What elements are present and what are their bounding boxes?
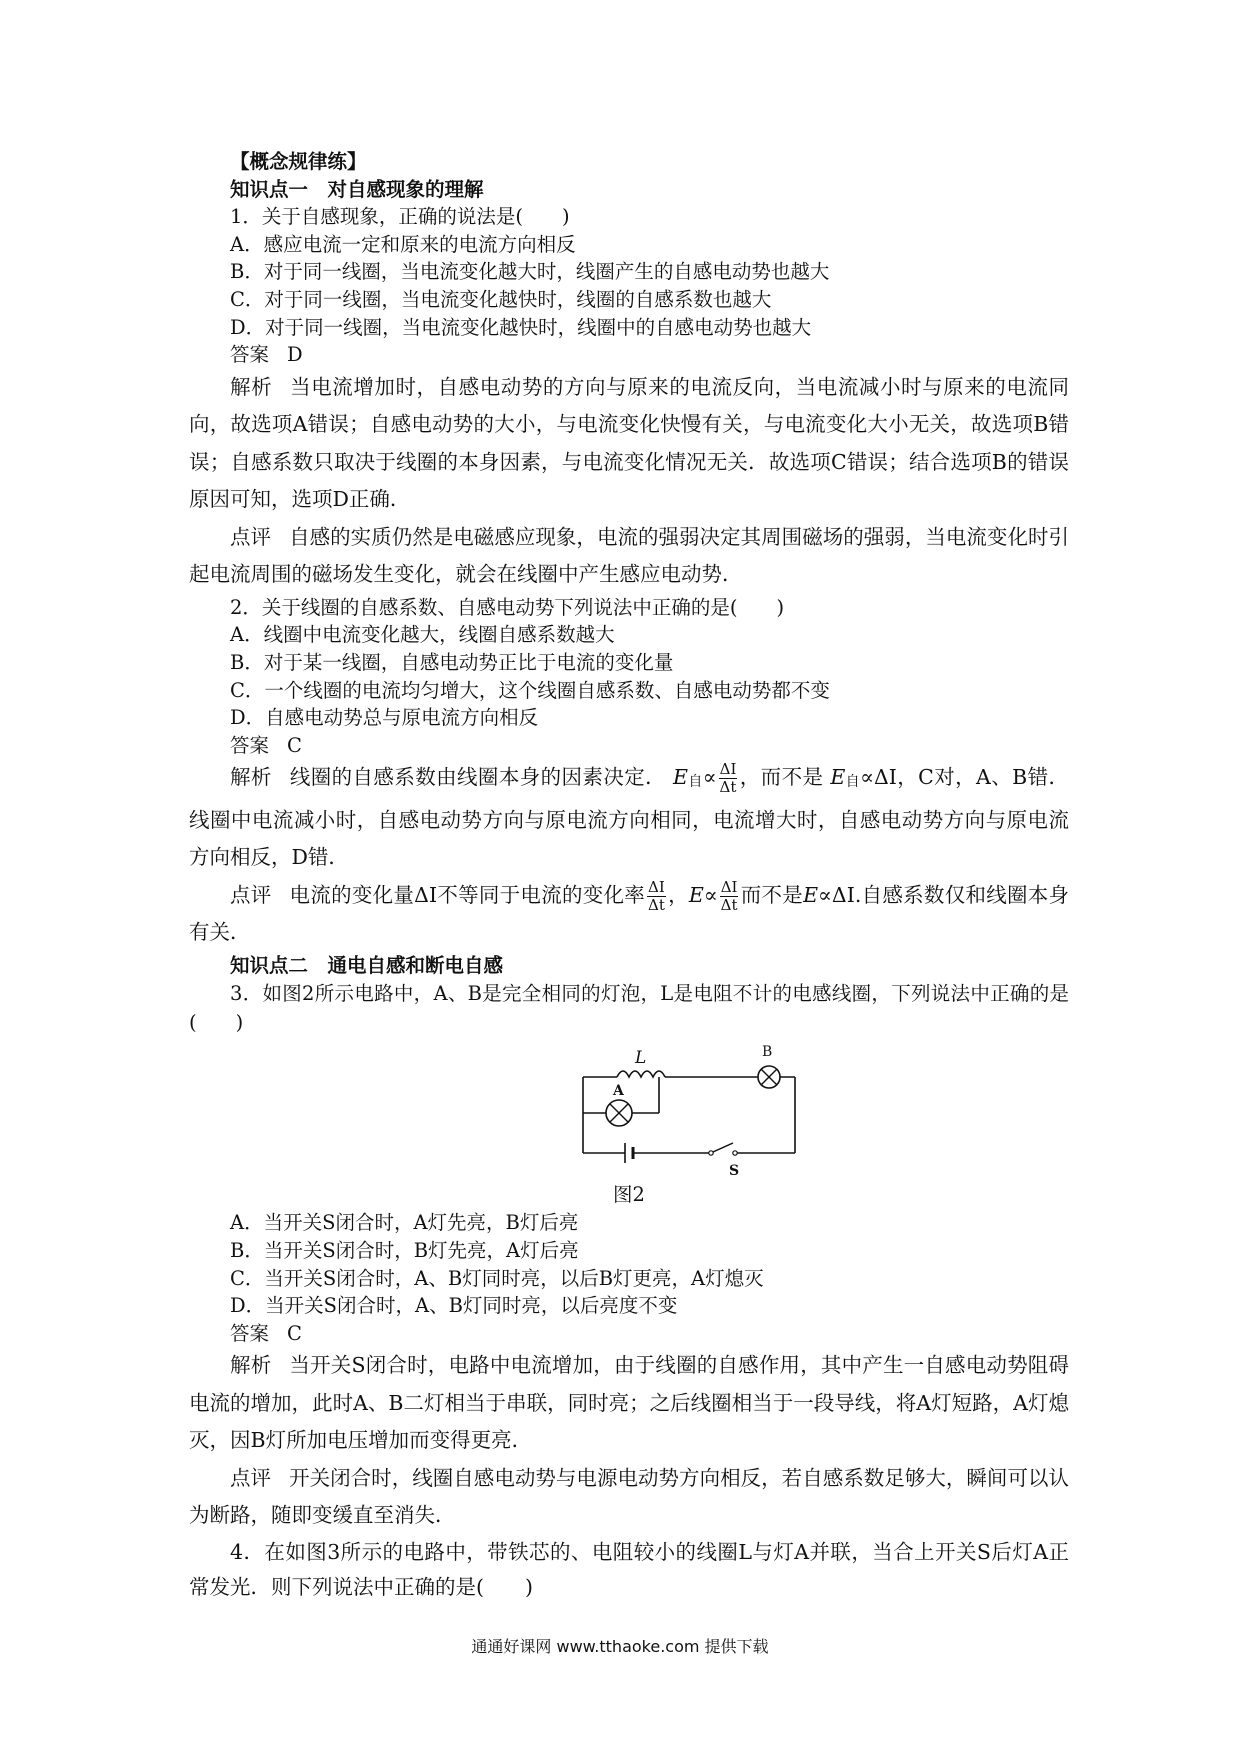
q3-option-b: B．当开关S闭合时，B灯先亮，A灯后亮 (230, 1239, 579, 1262)
math-sub-zi: 自 (687, 774, 703, 791)
inductor-coil-icon (617, 1071, 665, 1077)
math-di: ΔI (831, 882, 855, 907)
analysis-text-a: 线圈的自感系数由线圈本身的因素决定． (289, 765, 667, 790)
q1-option-b: B．对于同一线圈，当电流变化越大时，线圈产生的自感电动势也越大 (230, 260, 830, 284)
fraction-di-dt (647, 879, 666, 914)
q3-stem (189, 979, 1069, 1037)
kp2-title: 知识点二 通电自感和断电自感 (230, 953, 504, 977)
analysis-label: 解析 (230, 1353, 272, 1378)
math-e: E (830, 765, 846, 790)
battery-icon (625, 1143, 633, 1163)
analysis-text: 当开关S闭合时，电路中电流增加，由于线圈的自感作用，其中产生一自感电动势阻碍电流的增加，此时A、B二灯相当于串联，同时亮；之后线圈相当于一段导线，将A灯短路，A灯熄灭，因B灯所加电压增加而变得更亮． (189, 1353, 1070, 1453)
q2-stem: 2．关于线圈的自感系数、自感电动势下列说法中正确的是( ) (230, 595, 785, 619)
math-e: E (672, 765, 688, 790)
q2-analysis (189, 759, 1069, 877)
q3-option-a: A．当开关S闭合时，A灯先亮，B灯后亮 (230, 1211, 579, 1235)
switch-icon (709, 1143, 737, 1155)
q1-option-a: A．感应电流一定和原来的电流方向相反 (230, 232, 576, 256)
answer-value: C (287, 733, 302, 757)
fraction-denominator: Δt (719, 778, 737, 797)
kp1-title: 知识点一 对自感现象的理解 (230, 177, 484, 201)
q2-option-b: B．对于某一线圈，自感电动势正比于电流的变化量 (230, 650, 674, 674)
page-content (189, 148, 1069, 1605)
comment-text-b: 不等同于电流的变化率 (437, 882, 646, 907)
fraction-numerator: ΔI (648, 877, 665, 896)
q2-answer (189, 732, 1069, 760)
math-e: E (688, 882, 704, 907)
math-prop: ∝ (860, 765, 874, 790)
comment-text-c: 而不是 (740, 882, 804, 907)
fraction-di-dt (720, 879, 739, 914)
comment-label: 点评 (230, 524, 272, 549)
lamp-b-icon (758, 1066, 780, 1088)
fraction-numerator: ΔI (720, 877, 738, 896)
circuit-diagram (569, 1041, 829, 1181)
comment-text-d: 自感系数仅和线圈本身有关． (189, 882, 1070, 945)
q3-comment (189, 1460, 1069, 1535)
math-sep: ， (667, 882, 689, 907)
page-footer: 通通好课网 www.tthaoke.com 提供下载 (471, 1637, 769, 1656)
figure-caption: 图2 (613, 1183, 645, 1207)
math-di: ΔI (414, 882, 438, 907)
analysis-label: 解析 (230, 765, 272, 790)
comment-text-a: 电流的变化量 (289, 882, 415, 907)
comment-label: 点评 (230, 1465, 272, 1490)
math-di: ΔI (873, 765, 897, 790)
comment-label: 点评 (230, 882, 272, 907)
math-sub-zi: 自 (845, 774, 861, 791)
q3-analysis (189, 1347, 1069, 1460)
label-b: B (762, 1044, 773, 1061)
label-s: S (729, 1163, 740, 1180)
q2-option-c: C．一个线圈的电流均匀增大，这个线圈自感系数、自感电动势都不变 (230, 678, 830, 702)
q3-stem-text: 3．如图2所示电路中，A、B是完全相同的灯泡，L是电阻不计的电感线圈，下列说法中正确的是( ) (189, 982, 1069, 1035)
math-e: E (803, 882, 819, 907)
q2-option-a: A．线圈中电流变化越大，线圈自感系数越大 (230, 623, 615, 647)
q1-stem: 1．关于自感现象，正确的说法是( ) (230, 205, 570, 229)
q2-option-d: D．自感电动势总与原电流方向相反 (230, 706, 539, 730)
analysis-text: 当电流增加时，自感电动势的方向与原来的电流反向，当电流减小时与原来的电流同向，故选项A错误；自感电动势的大小，与电流变化快慢有关，与电流变化大小无关，故选项B错误；自感系数只取决于线圈的本身因素，与电流变化情况无关．故选项C错误；结合选项B的错误原因可知，选项D正确． (189, 374, 1070, 512)
q1-answer (189, 341, 1069, 369)
fraction-denominator: Δt (647, 895, 665, 914)
q1-comment (189, 519, 1069, 594)
label-l: L (635, 1048, 647, 1069)
lamp-a-icon (606, 1100, 632, 1126)
analysis-text-c: ，C对，A、B错．线圈中电流减小时，自感电动势方向与原电流方向相同，电流增大时，自感电动势方向与原电流方向相反，D错． (189, 765, 1070, 870)
answer-value: C (287, 1321, 302, 1345)
answer-label: 答案 (230, 343, 270, 367)
math-dot: . (854, 882, 862, 907)
analysis-text-b: ，而不是 (739, 765, 824, 790)
section-header: 【概念规律练】 (230, 150, 367, 173)
fraction-di-dt (719, 761, 738, 796)
q3-option-d: D．当开关S闭合时，A、B灯同时亮，以后亮度不变 (230, 1294, 678, 1318)
answer-value: D (287, 343, 303, 367)
comment-text: 开关闭合时，线圈自感电动势与电源电动势方向相反，若自感系数足够大，瞬间可以认为断路，随即变缓直至消失． (189, 1465, 1070, 1528)
q4-stem (189, 1535, 1069, 1605)
fraction-numerator: ΔI (719, 760, 737, 779)
circuit-figure (189, 1041, 1069, 1209)
q3-answer (189, 1320, 1069, 1348)
comment-text: 自感的实质仍然是电磁感应现象，电流的强弱决定其周围磁场的强弱，当电流变化时引起电流周围的磁场发生变化，就会在线圈中产生感应电动势． (189, 524, 1070, 587)
math-prop: ∝ (703, 882, 718, 907)
fraction-denominator: Δt (720, 895, 738, 914)
label-a: A (613, 1083, 624, 1100)
q1-option-d: D．对于同一线圈，当电流变化越快时，线圈中的自感电动势也越大 (230, 315, 812, 339)
answer-label: 答案 (230, 1321, 270, 1345)
q1-option-c: C．对于同一线圈，当电流变化越快时，线圈的自感系数也越大 (230, 287, 772, 311)
math-prop: ∝ (702, 765, 717, 790)
q2-comment (189, 877, 1069, 952)
q1-analysis (189, 369, 1069, 519)
answer-label: 答案 (230, 733, 270, 757)
q4-stem-text: 4．在如图3所示的电路中，带铁芯的、电阻较小的线圈L与灯A并联，当合上开关S后灯A正常发光．则下列说法中正确的是( ) (189, 1539, 1069, 1599)
q3-option-c: C．当开关S闭合时，A、B灯同时亮，以后B灯更亮，A灯熄灭 (230, 1266, 764, 1290)
math-prop: ∝ (818, 882, 832, 907)
analysis-label: 解析 (230, 374, 273, 399)
